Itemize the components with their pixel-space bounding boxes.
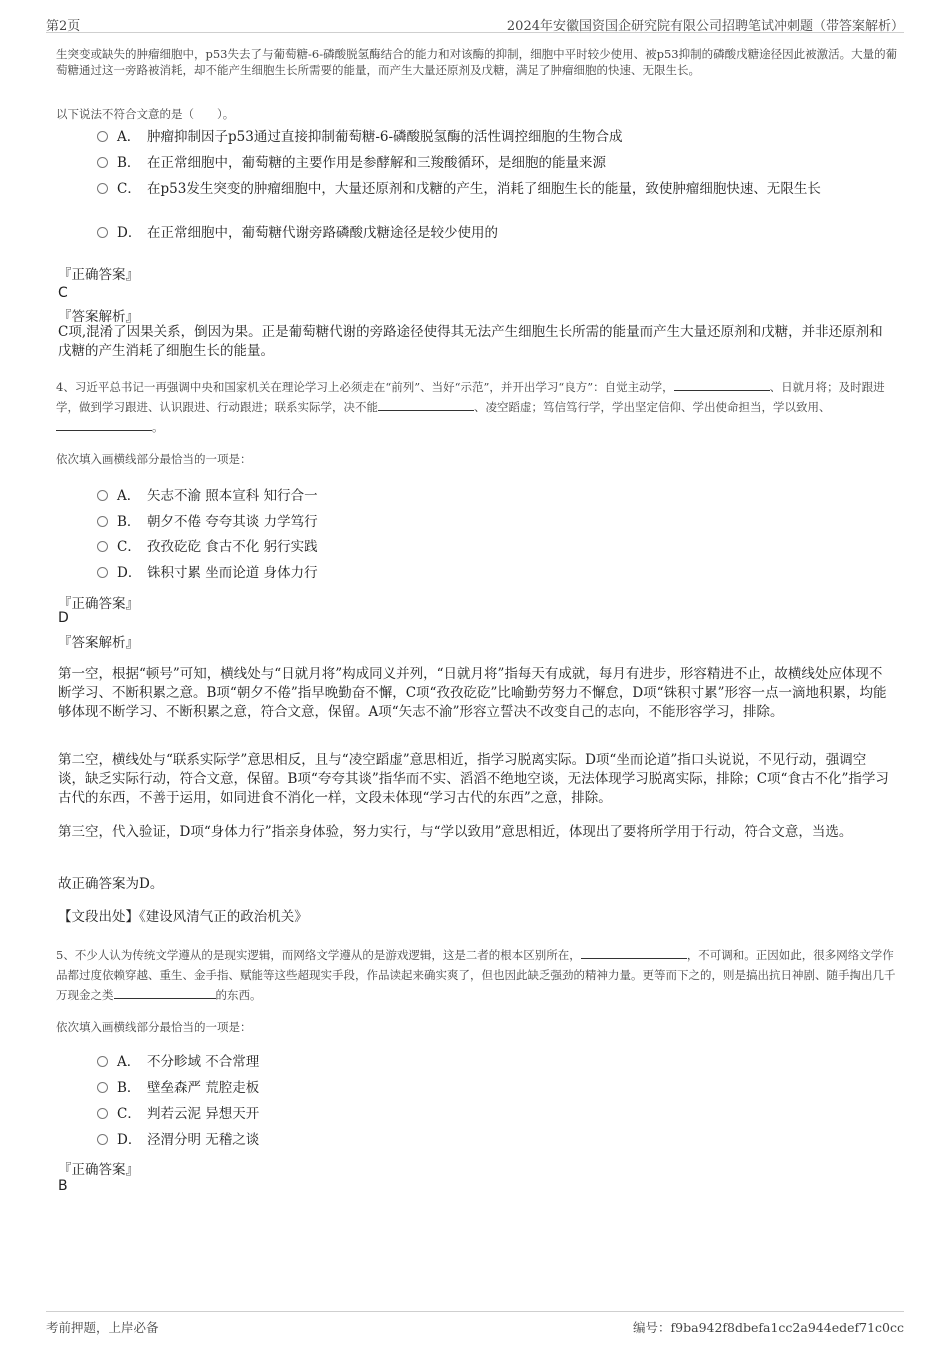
document-title: 2024年安徽国资国企研究院有限公司招聘笔试冲刺题（带答案解析）	[506, 19, 904, 34]
radio-icon[interactable]	[97, 131, 108, 142]
radio-icon[interactable]	[97, 157, 108, 168]
q5-option-d[interactable]: D． 泾渭分明 无稽之谈	[97, 1130, 259, 1150]
q4-option-a[interactable]: A． 矢志不渝 照本宣科 知行合一	[97, 486, 318, 506]
radio-icon[interactable]	[97, 567, 108, 578]
q4-conclusion: 故正确答案为D。	[58, 876, 164, 892]
q4-option-b[interactable]: B． 朝夕不倦 夸夸其谈 力学笃行	[97, 512, 318, 532]
radio-icon[interactable]	[97, 1056, 108, 1067]
q3-option-d[interactable]: D． 在正常细胞中，葡萄糖代谢旁路磷酸戊糖途径是较少使用的	[97, 223, 498, 243]
fill-blank	[674, 379, 770, 391]
fill-blank	[114, 987, 216, 999]
q4-option-c[interactable]: C． 孜孜矻矻 食古不化 躬行实践	[97, 537, 318, 557]
q4-analysis-label: 『答案解析』	[58, 635, 139, 651]
radio-icon[interactable]	[97, 183, 108, 194]
radio-icon[interactable]	[97, 516, 108, 527]
radio-icon[interactable]	[97, 1108, 108, 1119]
q4-answer: D	[58, 610, 69, 626]
radio-icon[interactable]	[97, 490, 108, 501]
q4-question: 4、习近平总书记一再强调中央和国家机关在理论学习上必须走在“前列”、当好“示范”，并开出学习“良方”：自觉主动学， 、日就月将；及时跟进学，做到学习跟进、认识跟进、行动跟进；联系实际学，决不能 、凌空蹈虚；笃信笃行学，学出坚定信仰、学出使命担当，学以致用、。	[56, 380, 885, 434]
q3-analysis-label: 『答案解析』	[58, 309, 139, 325]
q4-analysis-paragraph-1: 第一空，根据“顿号”可知，横线处与“日就月将”构成同义并列，“日就月将”指每天有成就，每月有进步，形容精进不止，故横线处应体现不断学习、不断积累之意。B项“朝夕不倦”指早晚勤奋不懈，C项“孜孜矻矻”比喻勤劳努力不懈怠，D项“铢积寸累”形容一点一滴地积累，均能够体现不断学习、不断积累之意，符合文意，保留。A项“矢志不渝”形容立誓决不改变自己的志向，不能形容学习，排除。	[58, 666, 887, 720]
radio-icon[interactable]	[97, 541, 108, 552]
page-header	[46, 12, 904, 33]
q3-answer-label: 『正确答案』	[58, 267, 139, 283]
q4-answer-label: 『正确答案』	[58, 596, 139, 612]
q3-analysis: C项,混淆了因果关系，倒因为果。正是葡萄糖代谢的旁路途径使得其无法产生细胞生长所需的能量而产生大量还原剂和戊糖，并非还原剂和戊糖的产生消耗了细胞生长的能量。	[58, 324, 883, 359]
fill-blank	[56, 419, 152, 431]
q5-answer: B	[58, 1178, 68, 1194]
document-id: 编号：f9ba942f8dbefa1cc2a944edef71c0cc	[633, 1320, 904, 1335]
q3-intro: 生突变或缺失的肿瘤细胞中，p53失去了与葡萄糖-6-磷酸脱氢酶结合的能力和对该酶的抑制，细胞中平时较少使用、被p53抑制的磷酸戊糖途径因此被激活。大量的葡萄糖通过这一旁路被消耗，却不能产生细胞生长所需要的能量，而产生大量还原剂及戊糖，满足了肿瘤细胞的快速、无限生长。	[56, 47, 898, 77]
fill-blank	[378, 399, 474, 411]
q3-option-a[interactable]: A． 肿瘤抑制因子p53通过直接抑制葡萄糖-6-磷酸脱氢酶的活性调控细胞的生物合成	[97, 127, 623, 147]
page-number: 第2页	[46, 19, 81, 34]
q3-option-c[interactable]: C． 在p53发生突变的肿瘤细胞中，大量还原剂和戊糖的产生，消耗了细胞生长的能量，致使肿瘤细胞快速、无限生长	[97, 179, 892, 200]
radio-icon[interactable]	[97, 1134, 108, 1145]
q4-option-d[interactable]: D． 铢积寸累 坐而论道 身体力行	[97, 563, 318, 583]
fill-blank	[581, 947, 687, 959]
q3-answer: C	[58, 285, 68, 301]
q5-stem: 依次填入画横线部分最恰当的一项是：	[56, 1020, 252, 1034]
q4-analysis-paragraph-2: 第二空，横线处与“联系实际学”意思相反，且与“凌空蹈虚”意思相近，指学习脱离实际。D项“坐而论道”指口头说说，不见行动，强调空谈，缺乏实际行动，符合文意，保留。B项“夸夸其谈”指华而不实、滔滔不绝地空谈，无法体现学习脱离实际，排除；C项“食古不化”指学习古代的东西，不善于运用，如同进食不消化一样，文段未体现“学习古代的东西”之意，排除。	[58, 752, 889, 806]
page-footer	[46, 1311, 904, 1336]
q5-question: 5、不少人认为传统文学遵从的是现实逻辑，而网络文学遵从的是游戏逻辑，这是二者的根本区别所在， ，不可调和。正因如此，很多网络文学作品都过度依赖穿越、重生、金手指、赋能等这些超现实手段，作品读起来确实爽了，但也因此缺乏强劲的精神力量。更等而下之的，则是搞出抗日神剧、随手掏出几千万现金之类 的东西。	[56, 948, 896, 1002]
q5-option-c[interactable]: C． 判若云泥 异想天开	[97, 1104, 259, 1124]
q4-source: 【文段出处】《建设风清气正的政治机关》	[58, 909, 308, 925]
radio-icon[interactable]	[97, 1082, 108, 1093]
q5-answer-label: 『正确答案』	[58, 1162, 139, 1178]
footer-slogan: 考前押题，上岸必备	[46, 1320, 159, 1335]
radio-icon[interactable]	[97, 227, 108, 238]
q4-stem: 依次填入画横线部分最恰当的一项是：	[56, 452, 252, 466]
q3-option-b[interactable]: B． 在正常细胞中，葡萄糖的主要作用是参酵解和三羧酸循环，是细胞的能量来源	[97, 153, 606, 173]
q4-analysis-paragraph-3: 第三空，代入验证，D项“身体力行”指亲身体验，努力实行，与“学以致用”意思相近，体现出了要将所学用于行动，符合文意，当选。	[58, 824, 853, 840]
q5-option-a[interactable]: A． 不分畛域 不合常理	[97, 1052, 259, 1072]
q5-option-b[interactable]: B． 壁垒森严 荒腔走板	[97, 1078, 259, 1098]
q3-stem: 以下说法不符合文意的是（ ）。	[56, 107, 235, 121]
